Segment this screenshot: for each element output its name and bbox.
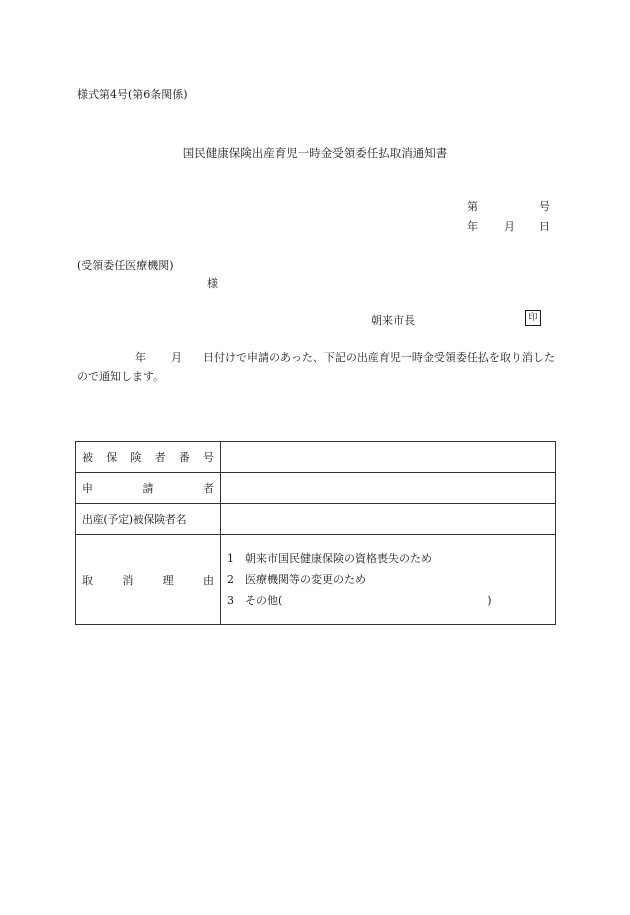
label-char: 者 [154,451,166,464]
birth-insured-name-value [221,504,556,535]
label-char: 取 [82,573,93,587]
seal-mark: 印 [525,310,541,326]
table-label-cell [76,504,221,535]
applicant-label [82,480,214,496]
reason-text: 医療機関等の変更のため [245,573,366,586]
label-char: 番 [178,451,190,464]
label-char: 被 [82,451,93,464]
label-char: 者 [203,482,214,495]
list-item [227,548,555,569]
cancel-reason-label [82,572,214,588]
table-row [76,535,556,625]
reason-number: 1 [227,552,234,565]
info-table [75,441,556,625]
recipient-label: (受領委任医療機関) [77,259,174,272]
label-char: 由 [202,573,214,587]
recipient-honorific: 様 [207,277,218,290]
reason-number: 2 [227,573,234,586]
form-number: 様式第4号(第6条関係) [77,88,188,101]
label-char: 請 [142,482,154,495]
label-char: 申 [82,482,93,495]
date-year-label: 年 [467,220,478,233]
reason-text: その他( [245,594,283,607]
insured-number-label [82,449,214,465]
reason-number: 3 [227,594,234,607]
body-paragraph [77,348,555,386]
cancel-reason-value [221,535,556,625]
date-month-label: 月 [504,220,515,233]
table-label-cell [76,442,221,473]
document-number-prefix: 第 [467,200,478,213]
label-char: 号 [202,451,214,464]
sender-title: 朝来市長 [371,314,415,327]
document-number-suffix: 号 [539,200,550,213]
body-year-label: 年 [135,351,146,364]
applicant-value [221,473,556,504]
insured-number-value [221,442,556,473]
label-char: 消 [122,573,134,587]
document-title: 国民健康保険出産育児一時金受領委任払取消通知書 [182,146,448,160]
body-month-label: 月 [171,351,182,364]
date-day-label: 日 [539,220,550,233]
table-label-cell [76,535,221,625]
body-text: 日付けで申請のあった、下記の出産育児一時金受領委任払を取り消したので通知します。 [77,351,555,383]
reason-list [221,548,555,611]
label-char: 険 [130,451,142,464]
label-char: 保 [106,451,118,464]
reason-text: 朝来市国民健康保険の資格喪失のため [245,552,432,565]
birth-insured-name-label: 出産(予定)被保険者名 [82,513,187,526]
table-row [76,442,556,473]
table-row [76,504,556,535]
table-row [76,473,556,504]
reason-close-paren: ) [487,594,492,607]
table-label-cell [76,473,221,504]
list-item [227,590,555,611]
label-char: 理 [162,573,174,587]
list-item [227,569,555,590]
